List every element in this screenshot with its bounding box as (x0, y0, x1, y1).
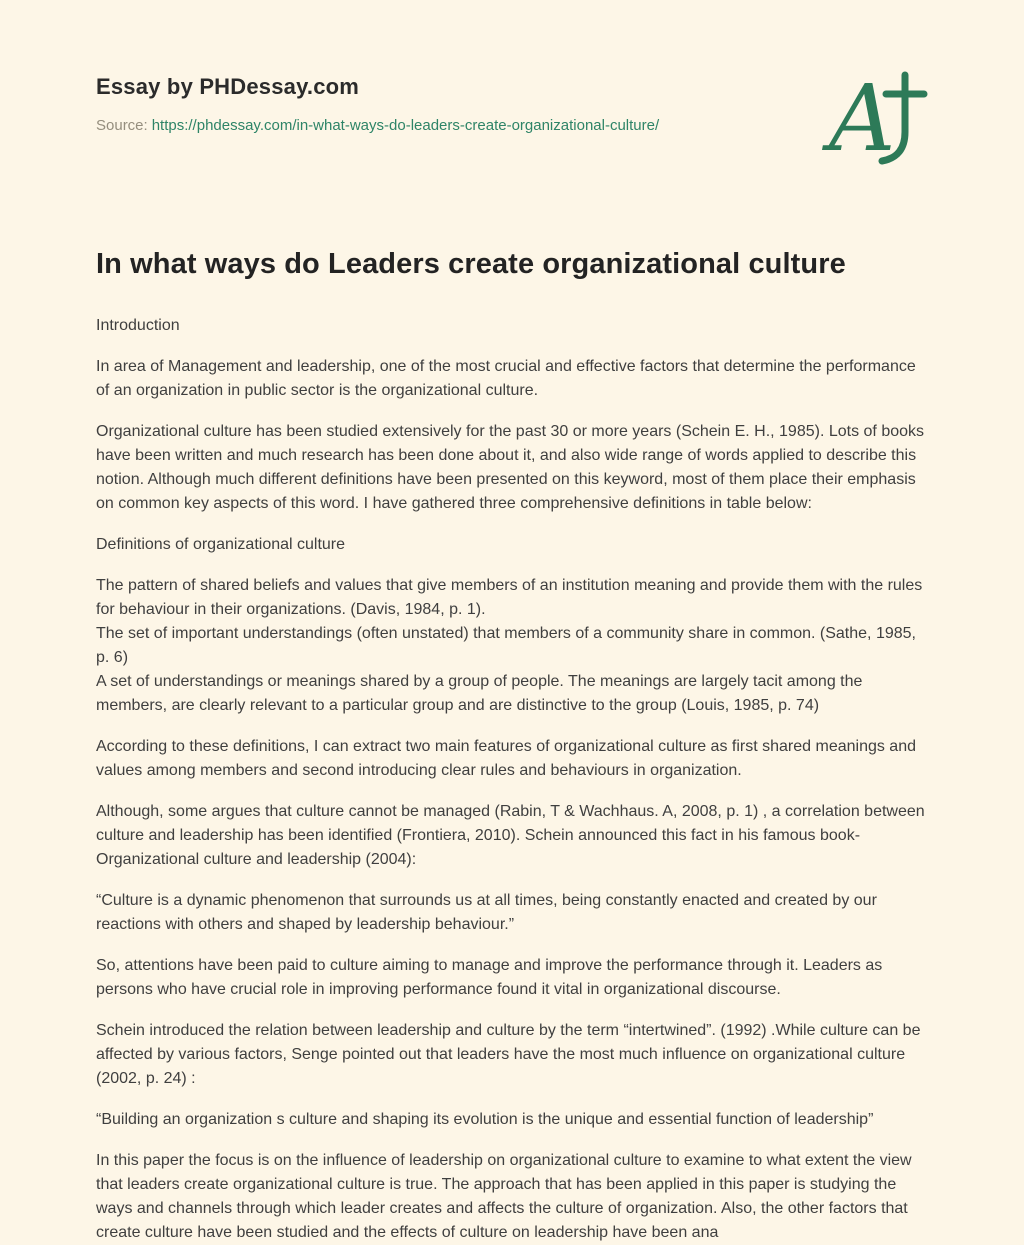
paragraph-7: In this paper the focus is on the influence of leadership on organizational culture to examine to what extent the view that leaders create organizational culture is true. The approach that has been applied in this paper is studying the ways and channels through which leader creates and affects the culture of organization. Also, the other factors that create culture have been studied and the effects of culture on leadership have been ana (96, 1152, 912, 1242)
definition-item-1: The pattern of shared beliefs and values that give members of an institution meaning and provide them with the rules for behaviour in their organizations. (Davis, 1984, p. 1). (96, 577, 923, 619)
essay-body (96, 314, 928, 1245)
definition-item-2: The set of important understandings (often unstated) that members of a community share in common. (Sathe, 1985, p. 6) (96, 625, 916, 667)
phdessay-logo (829, 65, 928, 172)
paragraph-5: So, attentions have been paid to culture aiming to manage and improve the performance through it. Leaders as persons who have crucial role in improving performance found it vital in organizational discourse. (96, 957, 883, 999)
quote-1: “Culture is a dynamic phenomenon that surrounds us at all times, being constantly enacted and created by our reactions with others and shaped by leadership behaviour.” (96, 892, 877, 934)
site-title: Essay by PHDessay.com (96, 74, 360, 99)
paragraph-1: In area of Management and leadership, one of the most crucial and effective factors that determine the performance of an organization in public sector is the organizational culture. (96, 358, 916, 400)
paragraph-6: Schein introduced the relation between leadership and culture by the term “intertwined”. (1992) .While culture can be affected by various factors, Senge pointed out that leaders have the most much influence on organizational culture (2002, p. 24) : (96, 1022, 921, 1088)
paragraph-2: Organizational culture has been studied extensively for the past 30 or more years (Schein E. H., 1985). Lots of books have been written and much research has been done about it, and also wide range of words applied to describe this notion. Although much different definitions have been presented on this keyword, most of them place their emphasis on common key aspects of this word. I have gathered three comprehensive definitions in table below: (96, 423, 925, 513)
a-plus-monogram-icon (829, 65, 928, 172)
source-line (96, 117, 659, 134)
paragraph-4: Although, some argues that culture cannot be managed (Rabin, T & Wachhaus. A, 2008, p. 1) , a correlation between culture and leadership has been identified (Frontiera, 2010). Schein announced this fact in his famous book-Organizational culture and leadership (2004): (96, 803, 925, 869)
source-url-link[interactable]: https://phdessay.com/in-what-ways-do-leaders-create-organizational-culture/ (151, 117, 660, 134)
svg-text:A: A (829, 65, 896, 172)
paragraph-3: According to these definitions, I can extract two main features of organizational culture as first shared meanings and values among members and second introducing clear rules and behaviours in organization. (96, 738, 916, 780)
definition-item-3: A set of understandings or meanings shared by a group of people. The meanings are largely tacit among the members, are clearly relevant to a particular group and are distinctive to the group (Louis, 1985, p. 74) (96, 673, 863, 715)
source-label: Source: (96, 117, 148, 134)
page-header (96, 65, 928, 172)
header-text-block (96, 74, 659, 134)
definitions-heading: Definitions of organizational culture (96, 536, 346, 554)
intro-heading: Introduction (96, 317, 180, 335)
essay-title: In what ways do Leaders create organizational culture (96, 248, 846, 280)
quote-2: “Building an organization s culture and shaping its evolution is the unique and essential function of leadership” (96, 1111, 874, 1129)
